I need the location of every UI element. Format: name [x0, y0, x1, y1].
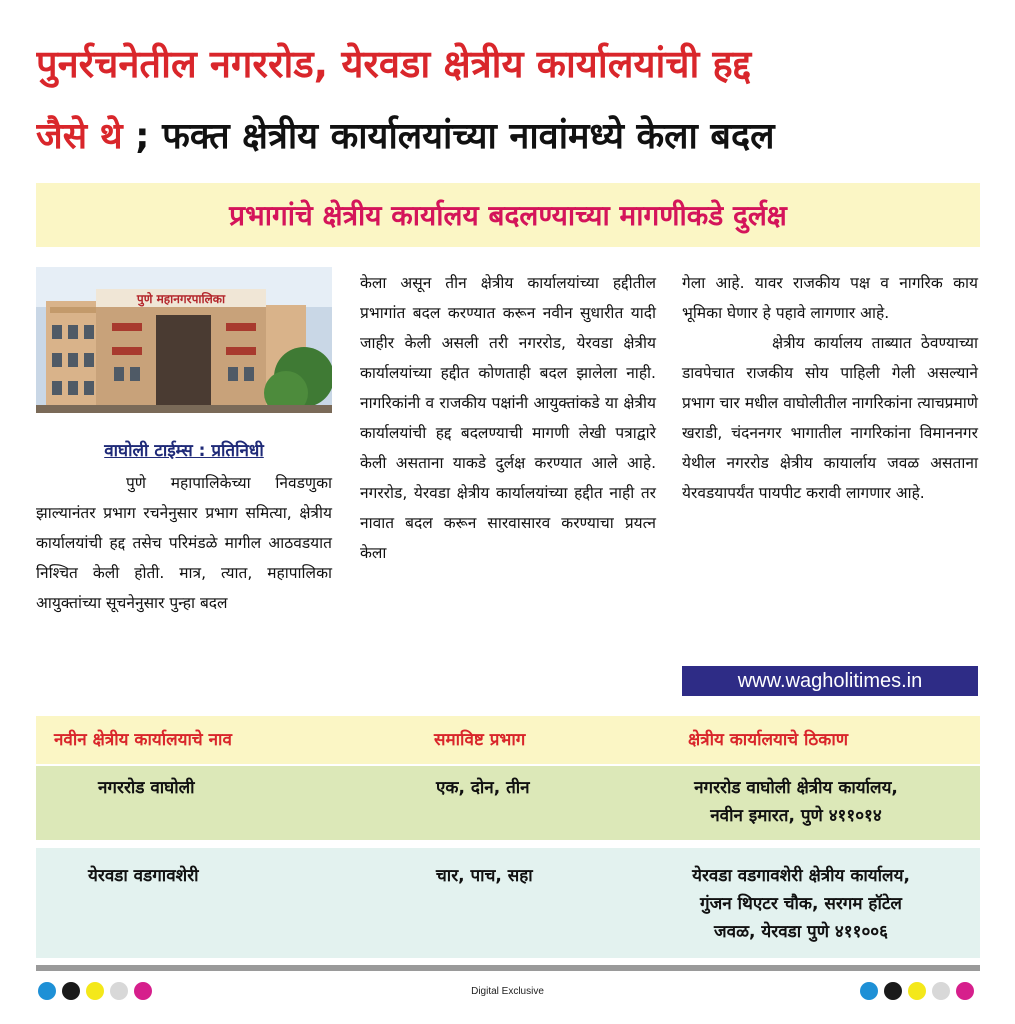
municipal-building-photo: [36, 267, 332, 413]
grey-dot-icon: [932, 982, 950, 1000]
office-address-line-2: नवीन इमारत, पुणे ४११०१४: [710, 806, 882, 826]
office-address-line-1: नगररोड वाघोली क्षेत्रीय कार्यालय,: [694, 778, 898, 798]
footer-label: Digital Exclusive: [471, 986, 544, 997]
article-column-1: [36, 468, 332, 618]
byline: वाघोली टाईम्स : प्रतिनिधी: [104, 441, 264, 461]
signboard-text: पुणे महानगरपालिका: [136, 292, 226, 306]
office-address: [626, 774, 966, 830]
office-wards: एक, दोन, तीन: [436, 778, 530, 798]
table-header-name: नवीन क्षेत्रीय कार्यालयाचे नाव: [54, 730, 232, 750]
article-col3-para-2: क्षेत्रीय कार्यालय ताब्यात ठेवण्याच्या डावपेचात राजकीय सोय पाहिली गेली असल्याने प्रभाग चार मधील वाघोलीतील नागरिकांना त्याचप्रमाणे खराडी, चंदननगर भागातील नागरिकांना विमाननगर येथील नगररोड क्षेत्रीय कायार्लाय जवळ असताना येरवडयापर्यंत पायपीट करावी लागणार आहे.: [682, 334, 978, 502]
website-link[interactable]: www.wagholitimes.in: [682, 666, 978, 696]
black-dot-icon: [884, 982, 902, 1000]
headline-line-2-red: जैसे थे: [36, 116, 123, 157]
headline-line-2-separator: ;: [122, 116, 163, 157]
table-row: [36, 848, 980, 958]
table-header: [36, 716, 980, 764]
office-address-line-1: येरवडा वडगावशेरी क्षेत्रीय कार्यालय,: [692, 866, 910, 886]
article-col3-para-1: गेला आहे. यावर राजकीय पक्ष व नागरिक काय भूमिका घेणार हे पहावे लागणार आहे.: [682, 274, 978, 322]
article-column-2: [360, 268, 656, 568]
yellow-dot-icon: [908, 982, 926, 1000]
color-registration-dots-right: [860, 982, 974, 1000]
magenta-dot-icon: [956, 982, 974, 1000]
office-wards: चार, पाच, सहा: [436, 866, 533, 886]
article-col1-text: पुणे महापालिकेच्या निवडणुका झाल्यानंतर प्रभाग रचनेनुसार प्रभाग समित्या, क्षेत्रीय कार्यालयांची हद्द तसेच परिमंडळे मागील आठवडयात निश्चित केली होती. मात्र, त्यात, महापालिका आयुक्तांच्या सूचनेनुसार पुन्हा बदल: [36, 474, 332, 612]
table-header-address: क्षेत्रीय कार्यालयाचे ठिकाण: [688, 730, 849, 750]
cyan-dot-icon: [860, 982, 878, 1000]
bottom-divider: [36, 965, 980, 971]
article-column-3: [682, 268, 978, 508]
article-col2-text: केला असून तीन क्षेत्रीय कार्यालयांच्या हद्दीतील प्रभागांत बदल करण्यात करून नवीन सुधारीत यादी जाहीर केली असली तरी नगररोड, येरवडा क्षेत्रीय कार्यालयांच्या हद्दीत कोणताही बदल झालेला नाही. नागरिकांनी व राजकीय पक्षांनी आयुक्तांकडे या क्षेत्रीय कार्यालयांची हद्द बदलण्याची मागणी लेखी पत्राद्वारे केली असताना याकडे दुर्लक्ष करण्यात आले आहे. नगररोड, येरवडा क्षेत्रीय कार्यालयांच्या हद्दीत नाही तर नावात बदल करून सारवासारव करण्याचा प्रयत्न केला: [360, 274, 656, 562]
office-address-line-2: गुंजन थिएटर चौक, सरगम हॉटेल: [700, 894, 902, 914]
subheadline-band: [36, 183, 980, 247]
office-address-line-3: जवळ, येरवडा पुणे ४११००६: [714, 922, 888, 942]
building-illustration: [36, 267, 332, 413]
table-row: [36, 766, 980, 840]
subheadline: प्रभागांचे क्षेत्रीय कार्यालय बदलण्याच्या मागणीकडे दुर्लक्ष: [229, 199, 787, 232]
office-name: नगररोड वाघोली: [98, 778, 195, 798]
headline-line-1: पुनर्रचनेतील नगररोड, येरवडा क्षेत्रीय कार्यालयांची हद्द: [36, 42, 752, 86]
office-address: [626, 862, 976, 946]
table-header-wards: समाविष्ट प्रभाग: [434, 730, 526, 750]
headline-line-2-black: फक्त क्षेत्रीय कार्यालयांच्या नावांमध्ये केला बदल: [162, 116, 775, 157]
headline-line-2: [36, 108, 996, 166]
office-name: येरवडा वडगावशेरी: [88, 866, 199, 886]
